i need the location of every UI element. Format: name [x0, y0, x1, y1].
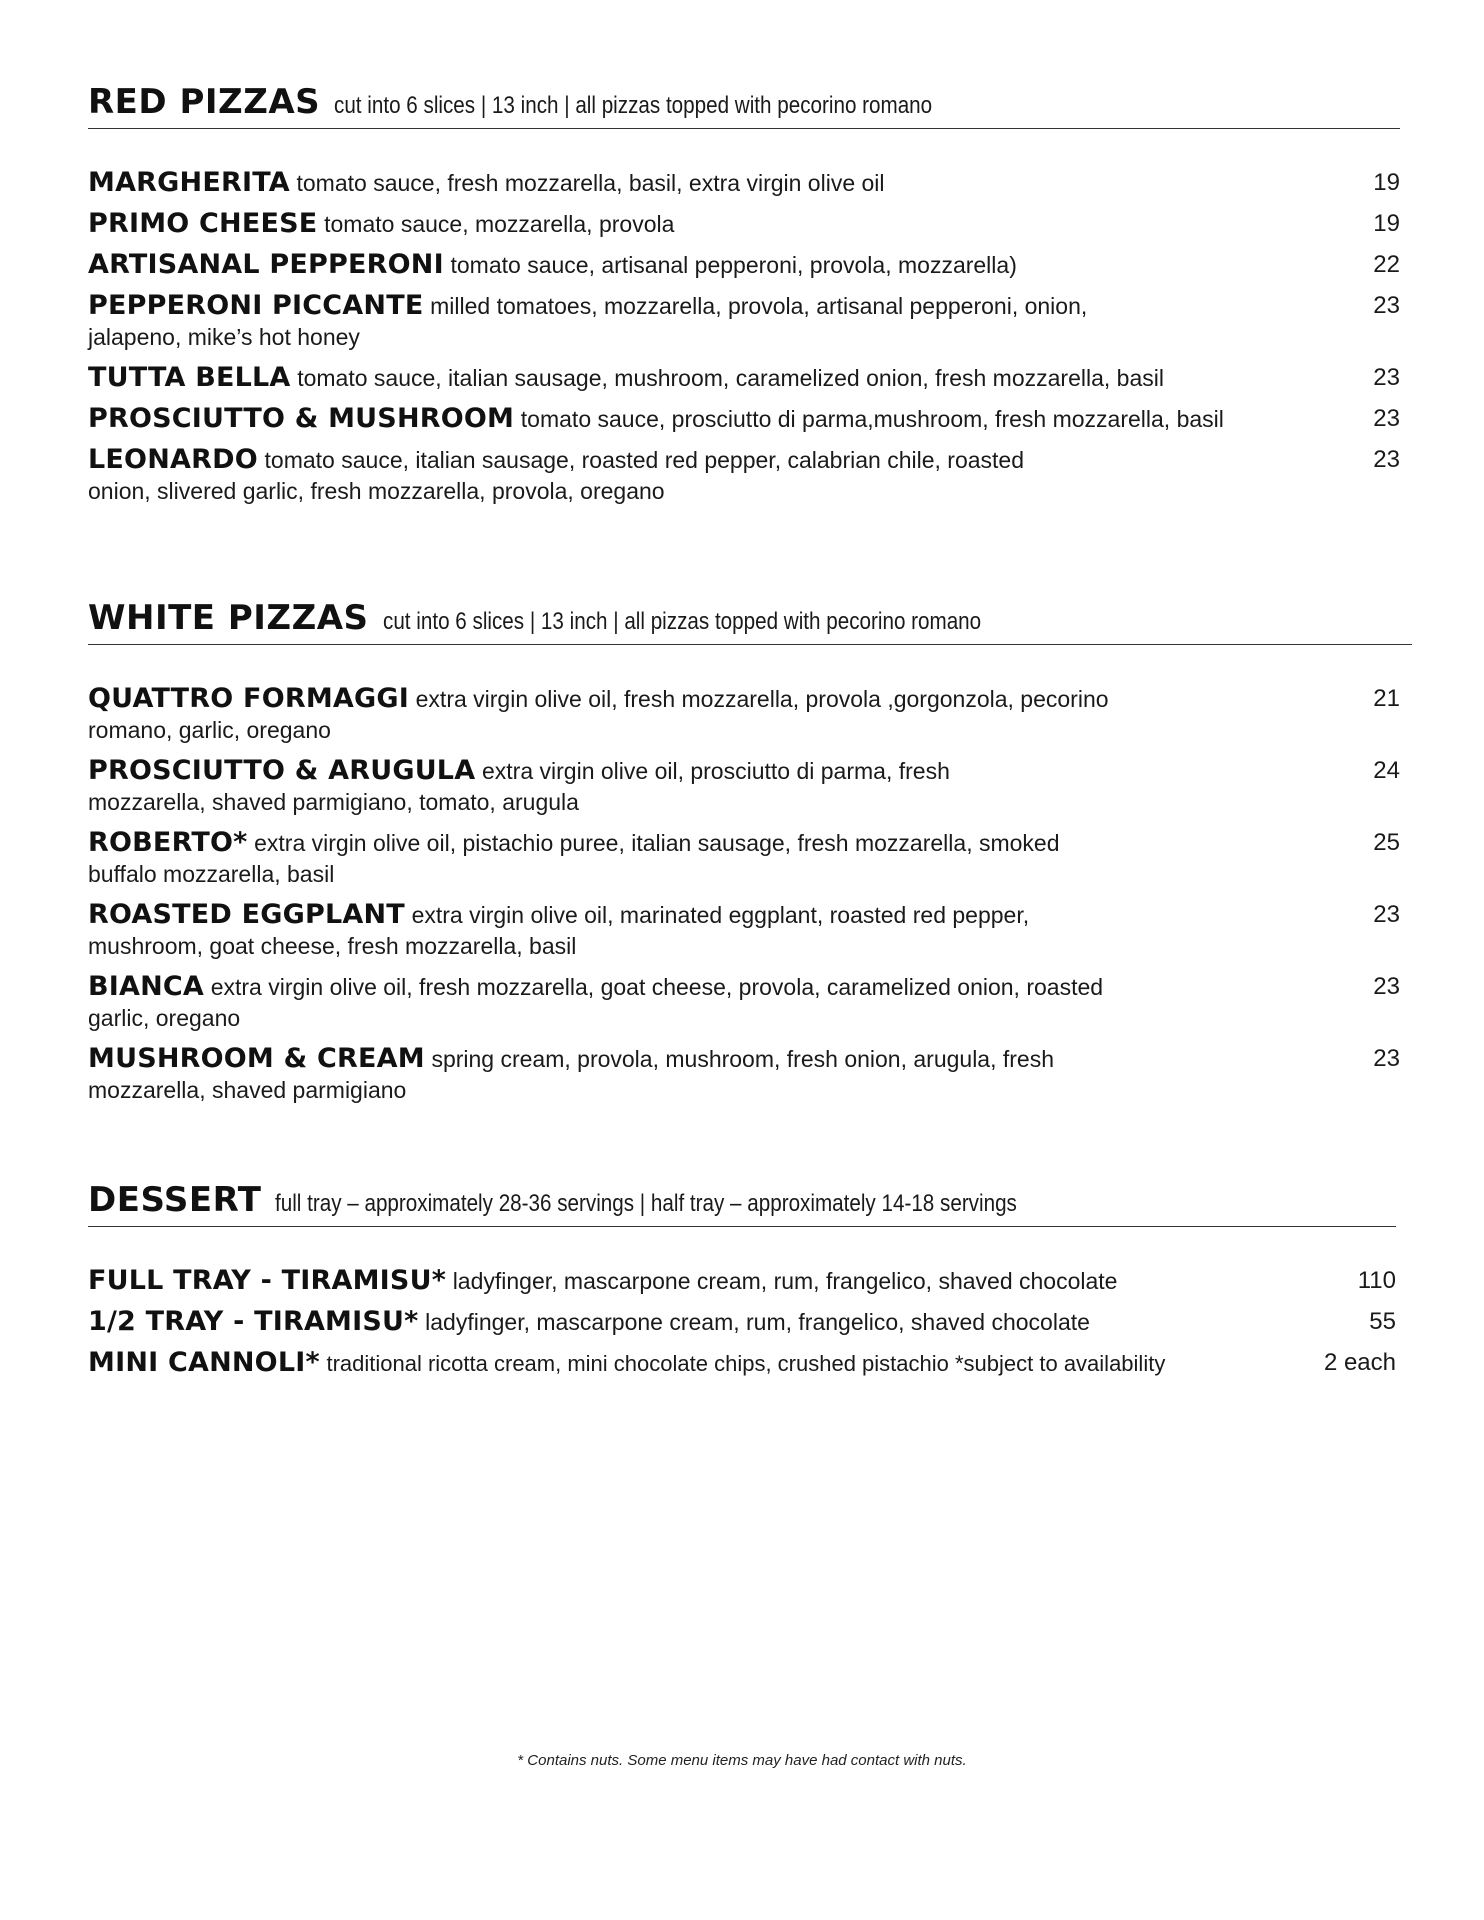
item-price: 110	[1357, 1267, 1396, 1294]
item-price: 23	[1373, 364, 1400, 391]
item-description: extra virgin olive oil, fresh mozzarella, goat cheese, provola, caramelized onion, roasted garlic, oregano	[88, 974, 1104, 1031]
item-name: PRIMO CHEESE	[88, 208, 318, 239]
item-price: 24	[1373, 757, 1400, 784]
item-list	[88, 683, 1400, 1106]
item-price: 19	[1373, 210, 1400, 237]
section-header	[88, 1180, 1396, 1227]
menu-item	[88, 290, 1400, 353]
section-subtitle: cut into 6 slices | 13 inch | all pizzas topped with pecorino romano	[382, 608, 981, 635]
section-header	[88, 82, 1400, 129]
nut-allergy-footnote: * Contains nuts. Some menu items may have had contact with nuts.	[517, 1752, 967, 1769]
item-price: 23	[1373, 405, 1400, 432]
item-price: 23	[1373, 1045, 1400, 1072]
item-description: extra virgin olive oil, pistachio puree, italian sausage, fresh mozzarella, smoked buffalo mozzarella, basil	[88, 830, 1060, 887]
item-description: tomato sauce, mozzarella, provola	[324, 211, 675, 237]
menu-item	[88, 1043, 1400, 1106]
item-name: MARGHERITA	[88, 167, 290, 198]
item-description: extra virgin olive oil, prosciutto di parma, fresh mozzarella, shaved parmigiano, tomato, arugula	[88, 758, 950, 815]
item-description: tomato sauce, italian sausage, mushroom, caramelized onion, fresh mozzarella, basil	[297, 365, 1164, 391]
section-white-pizzas	[88, 598, 1412, 1115]
item-name: PROSCIUTTO & ARUGULA	[88, 755, 476, 786]
item-description: ladyfinger, mascarpone cream, rum, frangelico, shaved chocolate	[425, 1309, 1090, 1335]
item-name: ARTISANAL PEPPERONI	[88, 249, 444, 280]
item-description: milled tomatoes, mozzarella, provola, artisanal pepperoni, onion, jalapeno, mike’s hot honey	[88, 293, 1088, 350]
item-description: ladyfinger, mascarpone cream, rum, frangelico, shaved chocolate	[452, 1268, 1118, 1294]
item-description: extra virgin olive oil, fresh mozzarella, provola ,gorgonzola, pecorino romano, garlic, oregano	[88, 686, 1109, 743]
item-description: tomato sauce, italian sausage, roasted red pepper, calabrian chile, roasted onion, slivered garlic, fresh mozzarella, provola, oregano	[88, 447, 1025, 504]
item-name: MUSHROOM & CREAM	[88, 1043, 425, 1074]
section-red-pizzas	[88, 82, 1400, 516]
item-name: QUATTRO FORMAGGI	[88, 683, 409, 714]
menu-item	[88, 444, 1400, 507]
item-list	[88, 167, 1400, 507]
item-name: PEPPERONI PICCANTE	[88, 290, 424, 321]
item-price: 23	[1373, 446, 1400, 473]
menu-item	[88, 362, 1400, 394]
item-description: traditional ricotta cream, mini chocolate chips, crushed pistachio *subject to availability	[326, 1351, 1166, 1376]
item-price: 23	[1373, 901, 1400, 928]
menu-item	[88, 827, 1400, 890]
item-price: 23	[1373, 292, 1400, 319]
menu-item	[88, 971, 1400, 1034]
menu-item	[88, 1347, 1396, 1379]
menu-item	[88, 683, 1400, 746]
item-price: 22	[1373, 251, 1400, 278]
item-price: 55	[1369, 1308, 1396, 1335]
section-header	[88, 598, 1412, 645]
item-description: tomato sauce, prosciutto di parma,mushroom, fresh mozzarella, basil	[520, 406, 1224, 432]
item-price: 19	[1373, 169, 1400, 196]
item-description: tomato sauce, fresh mozzarella, basil, extra virgin olive oil	[296, 170, 885, 196]
item-name: LEONARDO	[88, 444, 258, 475]
item-description: tomato sauce, artisanal pepperoni, provola, mozzarella)	[450, 252, 1017, 278]
item-price: 2 each	[1323, 1349, 1396, 1376]
item-name: ROBERTO*	[88, 827, 248, 858]
item-price: 25	[1373, 829, 1400, 856]
item-description: extra virgin olive oil, marinated eggplant, roasted red pepper, mushroom, goat cheese, fresh mozzarella, basil	[88, 902, 1030, 959]
item-description: spring cream, provola, mushroom, fresh onion, arugula, fresh mozzarella, shaved parmigiano	[88, 1046, 1055, 1103]
menu-item	[88, 167, 1400, 199]
item-name: 1/2 TRAY - TIRAMISU*	[88, 1306, 419, 1337]
item-name: ROASTED EGGPLANT	[88, 899, 405, 930]
section-title: RED PIZZAS	[88, 82, 321, 122]
item-name: FULL TRAY - TIRAMISU*	[88, 1265, 447, 1296]
menu-item	[88, 403, 1400, 435]
menu-item	[88, 899, 1400, 962]
menu-item	[88, 1265, 1396, 1297]
section-subtitle: cut into 6 slices | 13 inch | all pizzas topped with pecorino romano	[334, 92, 933, 119]
item-name: TUTTA BELLA	[88, 362, 291, 393]
item-name: BIANCA	[88, 971, 205, 1002]
item-name: PROSCIUTTO & MUSHROOM	[88, 403, 515, 434]
item-price: 23	[1373, 973, 1400, 1000]
item-name: MINI CANNOLI*	[88, 1347, 320, 1378]
item-list	[88, 1265, 1396, 1379]
menu-item	[88, 208, 1400, 240]
menu-item	[88, 249, 1400, 281]
section-title: DESSERT	[88, 1180, 262, 1220]
menu-item	[88, 1306, 1396, 1338]
menu-item	[88, 755, 1400, 818]
item-price: 21	[1373, 685, 1400, 712]
section-dessert	[88, 1180, 1396, 1388]
section-subtitle: full tray – approximately 28-36 servings | half tray – approximately 14-18 servings	[275, 1190, 1018, 1217]
section-title: WHITE PIZZAS	[88, 598, 369, 638]
